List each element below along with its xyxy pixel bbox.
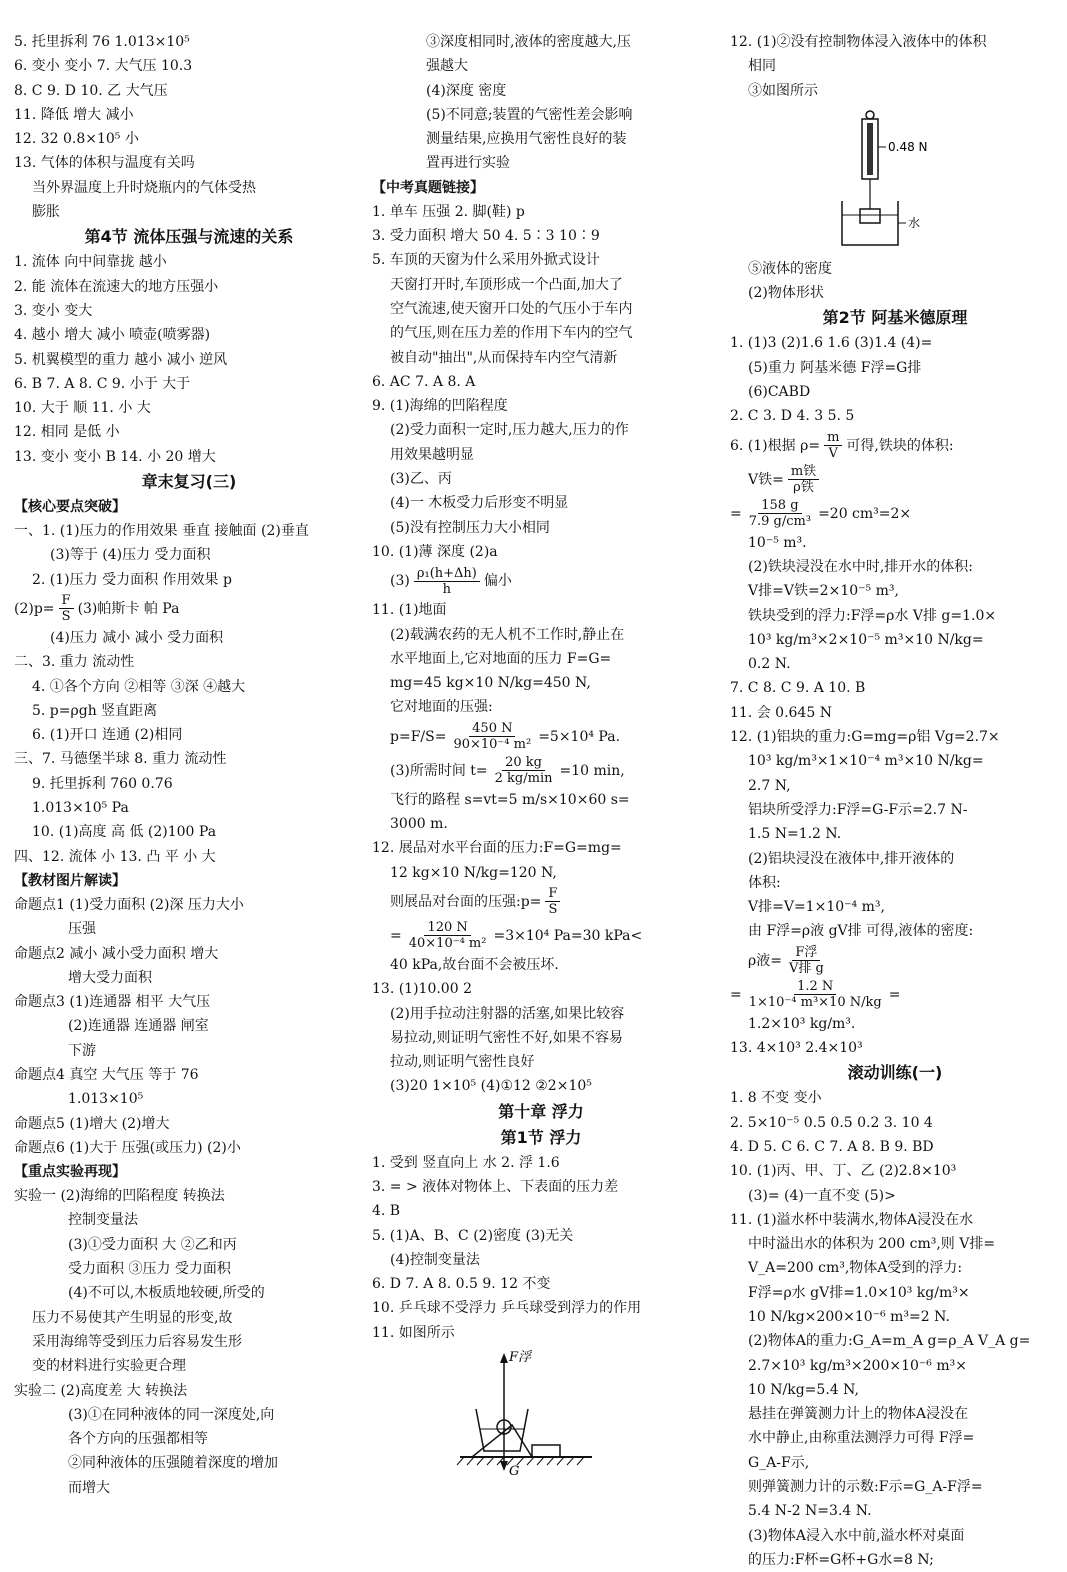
- answer-line: (2)受力面积一定时,压力越大,压力的作: [390, 422, 629, 439]
- numerator: m: [824, 430, 842, 446]
- answer-line: 1.2×10³ kg/m³.: [748, 1015, 856, 1032]
- section-heading: 第2节 阿基米德原理: [822, 308, 968, 328]
- answer-line: (2)铝块浸没在液体中,排开液体的: [748, 850, 955, 867]
- answer-line: (2)连通器 连通器 闸室: [68, 1018, 209, 1035]
- answer-line: 实验二 (2)高度差 大 转换法: [14, 1382, 188, 1399]
- answer-line: 10. (1)高度 高 低 (2)100 Pa: [32, 824, 217, 841]
- answer-line: 的气压,则在压力差的作用下车内的空气: [390, 325, 633, 342]
- section-heading: 第1节 浮力: [500, 1127, 582, 1147]
- denominator: 1×10⁻⁴ m³×10 N/kg: [748, 995, 882, 1011]
- answer-line: 命题点3 (1)连通器 相平 大气压: [14, 994, 211, 1011]
- answer-line: 悬挂在弹簧测力计上的物体A浸没在: [748, 1406, 969, 1423]
- answer-line: 11. (1)地面: [372, 602, 447, 619]
- numerator: 450 N: [469, 721, 515, 737]
- numerator: F: [59, 593, 74, 609]
- answer-line: 9. 托里拆利 760 0.76: [32, 775, 173, 792]
- answer-line: (2)用手拉动注射器的活塞,如果比较容: [390, 1005, 625, 1022]
- answer-column-1: [14, 30, 364, 1500]
- section-heading: 章末复习(三): [141, 472, 237, 492]
- denominator: 90×10⁻⁴ m²: [453, 737, 532, 753]
- answer-line: 压力不易使其产生明显的形变,故: [32, 1309, 233, 1326]
- answer-line: 8. C 9. D 10. 乙 大气压: [14, 82, 168, 99]
- formula-line: [372, 885, 710, 919]
- answer-line: (3)①受力面积 大 ②乙和丙: [68, 1236, 237, 1253]
- answer-line: ③深度相同时,液体的密度越大,压: [426, 34, 631, 50]
- answer-line: (5)不同意;装置的气密性差会影响: [426, 106, 633, 123]
- answer-line: 13. 4×10³ 2.4×10³: [730, 1040, 863, 1057]
- answer-line: 5. p=ρgh 竖直距离: [32, 702, 158, 719]
- answer-line: V排=V铁=2×10⁻⁵ m³,: [748, 583, 899, 600]
- formula-lead: 则展品对台面的压强:p=: [390, 893, 542, 910]
- formula-lead: =: [730, 505, 742, 522]
- answer-line: 10 N/kg×200×10⁻⁶ m³=2 N.: [748, 1308, 950, 1325]
- answer-line: 一、1. (1)压力的作用效果 垂直 接触面 (2)垂直: [14, 523, 309, 540]
- numerator: ρ₁(h+Δh): [414, 566, 480, 582]
- answer-line: 11. 会 0.645 N: [730, 704, 832, 721]
- formula-lead: =: [390, 927, 402, 944]
- formula-lead: (3)所需时间 t=: [390, 762, 488, 779]
- formula-lead: =: [730, 986, 742, 1003]
- formula-line: [14, 592, 364, 626]
- answer-line: 3. 变小 变大: [14, 302, 93, 319]
- answer-line: 13. 变小 变小 B 14. 小 20 增大: [14, 448, 216, 465]
- numerator: 20 kg: [502, 755, 545, 771]
- answer-line: 水平地面上,它对地面的压力 F=G=: [390, 650, 612, 667]
- answer-line: V_A=200 cm³,物体A受到的浮力:: [748, 1260, 963, 1277]
- section-tag: 【教材图片解读】: [14, 872, 126, 889]
- answer-line: 用效果越明显: [390, 446, 474, 463]
- answer-line: 空气流速,使天窗开口处的气压小于车内: [390, 300, 633, 317]
- answer-line: 则弹簧测力计的示数:F示=G_A-F浮=: [748, 1479, 983, 1496]
- answer-line: 1.5 N=1.2 N.: [748, 826, 842, 843]
- formula-lead: (2)p=: [14, 600, 55, 617]
- answer-line: 5. 托里拆利 76 1.013×10⁵: [14, 34, 190, 50]
- formula-lead: ρ液=: [748, 952, 782, 969]
- answer-line: 11. (1)溢水杯中装满水,物体A浸没在水: [730, 1211, 974, 1228]
- answer-line: 2. 能 流体在流速大的地方压强小: [14, 278, 219, 295]
- svg-text:水: 水: [908, 215, 921, 230]
- answer-line: 各个方向的压强都相等: [68, 1431, 208, 1448]
- buoyancy-force-diagram: [372, 1347, 710, 1477]
- answer-line: (3)①在同种液体的同一深度处,向: [68, 1406, 275, 1423]
- svg-text:0.48 N: 0.48 N: [888, 139, 928, 154]
- denominator: S: [548, 902, 558, 918]
- answer-line: 9. (1)海绵的凹陷程度: [372, 398, 508, 415]
- answer-line: 命题点2 减小 减小受力面积 增大: [14, 945, 219, 962]
- answer-line: 中时溢出水的体积为 200 cm³,则 V排=: [748, 1236, 996, 1253]
- answer-line: (3)物体A浸入水中前,溢水杯对桌面: [748, 1527, 965, 1544]
- formula-line: [372, 564, 710, 598]
- answer-line: 相同: [748, 58, 776, 75]
- answer-line: (3)= (4)一直不变 (5)>: [748, 1187, 896, 1204]
- formula-line: [730, 463, 1060, 497]
- denominator: ρ铁: [793, 480, 814, 496]
- answer-line: F浮=ρ水 gV排=1.0×10³ kg/m³×: [748, 1284, 970, 1301]
- answer-line: 铁块受到的浮力:F浮=ρ水 V排 g=1.0×: [748, 607, 997, 624]
- answer-line: 下游: [68, 1042, 96, 1059]
- answer-line: 10. (1)薄 深度 (2)a: [372, 543, 498, 560]
- answer-line: 12. (1)②没有控制物体浸入液体中的体积: [730, 34, 987, 50]
- denominator: 7.9 g/cm³: [748, 514, 812, 530]
- answer-line: 13. (1)10.00 2: [372, 981, 472, 998]
- answer-line: 1.013×10⁵ Pa: [32, 800, 129, 817]
- answer-line: 压强: [68, 921, 96, 938]
- answer-line: 6. 变小 变小 7. 大气压 10.3: [14, 58, 193, 75]
- answer-line: 10³ kg/m³×1×10⁻⁴ m³×10 N/kg=: [748, 753, 984, 770]
- answer-line: (3)20 1×10⁵ (4)①12 ②2×10⁵: [390, 1078, 592, 1095]
- answer-line: (2)物体形状: [748, 285, 824, 302]
- answer-line: 11. 降低 增大 减小: [14, 106, 134, 123]
- answer-line: 1. 单车 压强 2. 脚(鞋) p: [372, 203, 525, 220]
- svg-text:G: G: [509, 1464, 520, 1478]
- formula-tail: =3×10⁴ Pa=30 kPa<: [493, 927, 643, 944]
- answer-line: 置再进行实验: [426, 155, 510, 172]
- answer-line: 12. 展品对水平台面的压力:F=G=mg=: [372, 840, 622, 857]
- answer-line: 二、3. 重力 流动性: [14, 654, 135, 671]
- section-heading: 第十章 浮力: [498, 1101, 584, 1121]
- answer-column-2: [372, 30, 710, 1479]
- numerator: 120 N: [424, 920, 470, 936]
- formula-lead: 6. (1)根据 ρ=: [730, 437, 821, 454]
- answer-line: 10⁻⁵ m³.: [748, 534, 807, 551]
- answer-line: 测量结果,应换用气密性良好的装: [426, 131, 627, 148]
- section-heading: 第4节 流体压强与流速的关系: [84, 227, 294, 247]
- answer-line: G_A-F示,: [748, 1454, 810, 1471]
- answer-line: 40 kPa,故台面不会被压坏.: [390, 956, 559, 973]
- numerator: 158 g: [758, 498, 801, 514]
- answer-line: 5. 机翼模型的重力 越小 减小 逆风: [14, 351, 228, 368]
- denominator: V: [828, 446, 838, 462]
- answer-line: 5. 车顶的天窗为什么采用外掀式设计: [372, 252, 600, 269]
- answer-line: (5)重力 阿基米德 F浮=G排: [748, 359, 922, 376]
- answer-line: 增大受力面积: [68, 969, 152, 986]
- answer-line: mg=45 kg×10 N/kg=450 N,: [390, 675, 591, 692]
- answer-line: 强越大: [426, 58, 468, 75]
- answer-line: (3)乙、丙: [390, 471, 452, 488]
- answer-column-3: [730, 30, 1060, 1572]
- answer-line: 1.013×10⁵: [68, 1091, 144, 1108]
- answer-line: 1. (1)3 (2)1.6 1.6 (3)1.4 (4)=: [730, 335, 933, 352]
- formula-tail: =20 cm³=2×: [818, 505, 912, 522]
- answer-line: 3. 受力面积 增大 50 4. 5∶3 10∶9: [372, 228, 600, 245]
- answer-line: 6. D 7. A 8. 0.5 9. 12 不变: [372, 1276, 551, 1293]
- denominator: 40×10⁻⁴ m²: [408, 936, 487, 952]
- answer-line: V排=V=1×10⁻⁴ m³,: [748, 899, 885, 916]
- answer-line: 铝块所受浮力:F浮=G-F示=2.7 N-: [748, 801, 968, 818]
- formula-tail: =: [888, 986, 901, 1003]
- answer-line: 7. C 8. C 9. A 10. B: [730, 680, 866, 697]
- answer-line: ②同种液体的压强随着深度的增加: [68, 1455, 278, 1472]
- formula-tail: 可得,铁块的体积:: [846, 437, 954, 454]
- answer-line: 13. 气体的体积与温度有关吗: [14, 155, 195, 172]
- answer-line: 控制变量法: [68, 1212, 138, 1229]
- answer-line: 2. C 3. D 4. 3 5. 5: [730, 408, 855, 425]
- fraction: [59, 593, 74, 624]
- answer-line: 2.7 N,: [748, 777, 791, 794]
- formula-line: [730, 497, 1060, 531]
- answer-line: 10³ kg/m³×2×10⁻⁵ m³×10 N/kg=: [748, 631, 984, 648]
- section-heading: 滚动训练(一): [847, 1063, 943, 1083]
- section-tag: 【重点实验再现】: [14, 1164, 126, 1181]
- answer-line: 12 kg×10 N/kg=120 N,: [390, 864, 557, 881]
- answer-line: 12. (1)铝块的重力:G=mg=ρ铝 Vg=2.7×: [730, 729, 1000, 746]
- answer-line: 1. 受到 竖直向上 水 2. 浮 1.6: [372, 1154, 560, 1171]
- answer-line: 10 N/kg=5.4 N,: [748, 1381, 859, 1398]
- answer-line: (3)等于 (4)压力 受力面积: [50, 547, 211, 564]
- fraction: [406, 920, 490, 951]
- numerator: F浮: [792, 945, 820, 961]
- answer-line: 4. 越小 增大 减小 喷壶(喷雾器): [14, 327, 211, 344]
- answer-line: (2)物体A的重力:G_A=m_A g=ρ_A V_A g=: [748, 1333, 1031, 1350]
- answer-line: 4. B: [372, 1203, 401, 1220]
- answer-line: (4)压力 减小 减小 受力面积: [50, 629, 224, 646]
- formula-lead: V铁=: [748, 471, 784, 488]
- answer-line: 10. 乒乓球不受浮力 乒乓球受到浮力的作用: [372, 1300, 642, 1317]
- answer-line: 2. (1)压力 受力面积 作用效果 p: [32, 571, 232, 588]
- answer-line: 3000 m.: [390, 816, 448, 833]
- answer-line: 实验一 (2)海绵的凹陷程度 转换法: [14, 1188, 225, 1205]
- answer-line: (5)没有控制压力大小相同: [390, 519, 550, 536]
- fraction: [786, 945, 827, 976]
- answer-line: 受力面积 ③压力 受力面积: [68, 1261, 231, 1278]
- formula-lead: (3): [390, 573, 410, 590]
- answer-line: 当外界温度上升时烧瓶内的气体受热: [32, 179, 256, 196]
- answer-line: 命题点5 (1)增大 (2)增大: [14, 1115, 170, 1132]
- denominator: h: [442, 581, 452, 597]
- answer-line: (4)控制变量法: [390, 1251, 480, 1268]
- formula-line: [730, 429, 1060, 463]
- answer-line: 膨胀: [32, 204, 60, 221]
- answer-line: 6. AC 7. A 8. A: [372, 373, 476, 390]
- answer-line: 天窗打开时,车顶形成一个凸面,加大了: [390, 276, 623, 293]
- answer-line: 体积:: [748, 874, 781, 891]
- answer-line: 12. 32 0.8×10⁵ 小: [14, 131, 139, 148]
- svg-text:F浮: F浮: [509, 1350, 532, 1366]
- formula-tail: 偏小: [483, 573, 512, 590]
- answer-line: 命题点1 (1)受力面积 (2)深 压力大小: [14, 896, 244, 913]
- answer-line: 12. 相同 是低 小: [14, 424, 120, 441]
- answer-line: 由 F浮=ρ液 gV排 可得,液体的密度:: [748, 923, 974, 940]
- fraction: [492, 755, 556, 786]
- answer-line: 0.2 N.: [748, 656, 791, 673]
- answer-line: 6. B 7. A 8. C 9. 小于 大于: [14, 375, 191, 392]
- fraction: [414, 566, 480, 597]
- answer-line: (2)铁块浸没在水中时,排开水的体积:: [748, 558, 973, 575]
- fraction: [788, 464, 819, 495]
- answer-line: 水中静止,由称重法测浮力可得 F浮=: [748, 1430, 975, 1447]
- answer-line: ③如图所示: [748, 82, 818, 99]
- answer-line: 6. (1)开口 连通 (2)相同: [32, 727, 183, 744]
- answer-line: 采用海绵等受到压力后容易发生形: [32, 1333, 242, 1350]
- answer-line: ⑤液体的密度: [748, 260, 832, 277]
- answer-line: 11. 如图所示: [372, 1324, 455, 1341]
- answer-line: 5. (1)A、B、C (2)密度 (3)无关: [372, 1227, 574, 1244]
- answer-line: 10. (1)丙、甲、丁、乙 (2)2.8×10³: [730, 1163, 957, 1180]
- fraction: [746, 498, 814, 529]
- fraction: [746, 979, 885, 1010]
- formula-tail: =10 min,: [559, 762, 625, 779]
- answer-line: 1. 流体 向中间靠拢 越小: [14, 254, 167, 271]
- answer-line: 10. 大于 顺 11. 小 大: [14, 400, 151, 417]
- answer-line: (6)CABD: [748, 384, 811, 401]
- answer-line: 命题点6 (1)大于 压强(或压力) (2)小: [14, 1139, 241, 1156]
- formula-tail: (3)帕斯卡 帕 Pa: [77, 600, 180, 617]
- answer-line: 拉动,则证明气密性良好: [390, 1054, 535, 1071]
- section-tag: 【中考真题链接】: [372, 179, 484, 196]
- answer-line: 四、12. 流体 小 13. 凸 平 小 大: [14, 848, 216, 865]
- answer-line: (2)载满农药的无人机不工作时,静止在: [390, 626, 625, 643]
- section-tag: 【核心要点突破】: [14, 499, 126, 516]
- answer-line: 被自动"抽出",从而保持车内空气清新: [390, 349, 618, 366]
- answer-line: 的压力:F杯=G杯+G水=8 N;: [748, 1551, 934, 1568]
- formula-line: [372, 720, 710, 754]
- answer-line: 三、7. 马德堡半球 8. 重力 流动性: [14, 751, 227, 768]
- answer-line: 飞行的路程 s=vt=5 m/s×10×60 s=: [390, 791, 630, 808]
- numerator: 1.2 N: [794, 979, 836, 995]
- spring-scale-diagram: [730, 105, 1060, 255]
- formula-line: [730, 944, 1060, 978]
- answer-line: 命题点4 真空 大气压 等于 76: [14, 1066, 199, 1083]
- answer-line: 而增大: [68, 1479, 110, 1496]
- answer-line: (4)一 木板受力后形变不明显: [390, 495, 569, 512]
- answer-line: 2. 5×10⁻⁵ 0.5 0.5 0.2 3. 10 4: [730, 1114, 933, 1131]
- answer-line: 5.4 N-2 N=3.4 N.: [748, 1503, 872, 1520]
- answer-line: 它对地面的压强:: [390, 699, 493, 716]
- answer-line: 4. D 5. C 6. C 7. A 8. B 9. BD: [730, 1138, 934, 1155]
- answer-line: 易拉动,则证明气密性不好,如果不容易: [390, 1029, 623, 1046]
- fraction: [824, 430, 842, 461]
- formula-line: [372, 754, 710, 788]
- answer-line: (4)深度 密度: [426, 82, 507, 99]
- answer-line: 变的材料进行实验更合理: [32, 1358, 186, 1375]
- answer-line: 3. = > 液体对物体上、下表面的压力差: [372, 1178, 619, 1195]
- formula-lead: p=F/S=: [390, 728, 447, 745]
- fraction: [545, 886, 560, 917]
- numerator: m铁: [788, 464, 819, 480]
- answer-line: 2.7×10³ kg/m³×200×10⁻⁶ m³×: [748, 1357, 967, 1374]
- formula-tail: =5×10⁴ Pa.: [538, 728, 621, 745]
- fraction: [450, 721, 534, 752]
- answer-line: 4. ①各个方向 ②相等 ③深 ④越大: [32, 678, 246, 695]
- formula-line: [372, 919, 710, 953]
- numerator: F: [545, 886, 560, 902]
- denominator: 2 kg/min: [494, 771, 553, 787]
- answer-line: (4)不可以,木板质地较硬,所受的: [68, 1285, 265, 1302]
- denominator: V排 g: [788, 961, 824, 977]
- answer-line: 1. 8 不变 变小: [730, 1090, 822, 1107]
- denominator: S: [61, 609, 71, 625]
- formula-line: [730, 978, 1060, 1012]
